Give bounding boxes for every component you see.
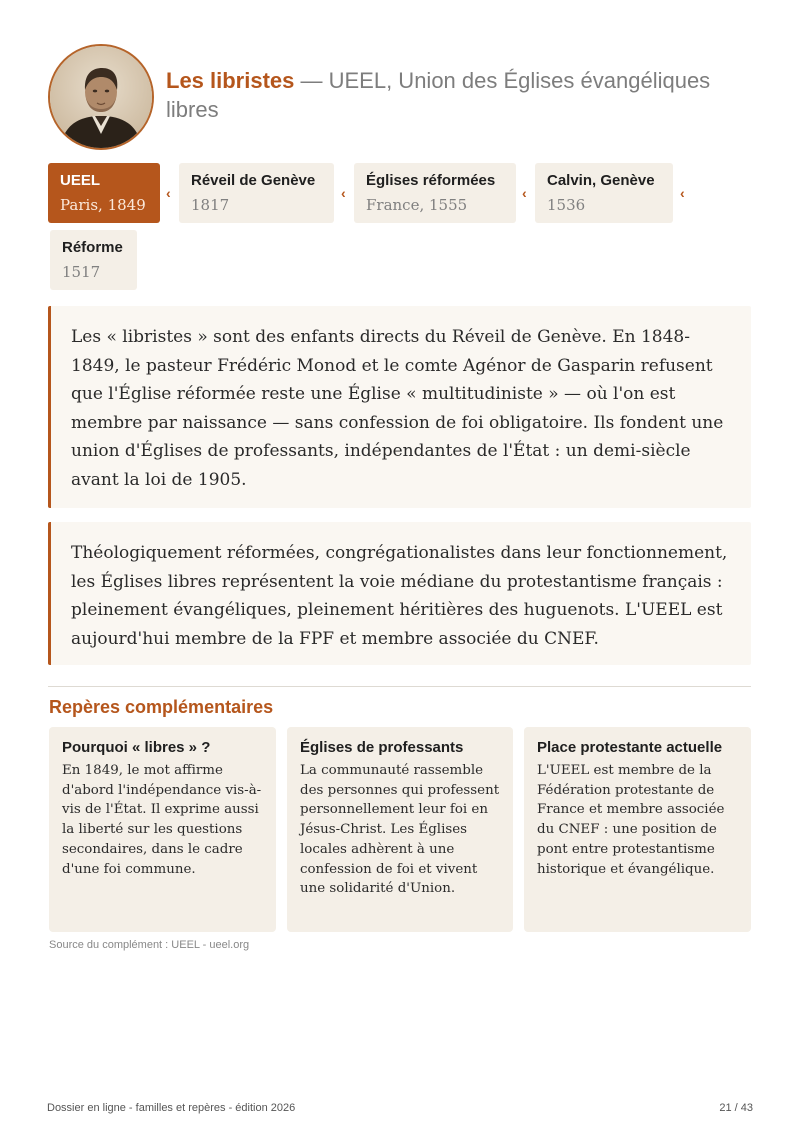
lineage-chip-ueel[interactable]	[48, 163, 160, 223]
info-card-libres	[49, 727, 276, 932]
lineage-chip-eglises-reformees[interactable]	[354, 163, 516, 223]
info-card-place	[524, 727, 751, 932]
source-note: Source du complément : UEEL - ueel.org	[49, 939, 250, 951]
card-body: La communauté rassemble des personnes qui professent personnellement leur foi en Jésus-Christ. Les Églises locales adhèrent à une confession de foi et vivent une solidarité d'Union.	[300, 763, 500, 897]
chip-subtitle: 1517	[62, 263, 101, 281]
chip-title: Calvin, Genève	[547, 172, 655, 189]
page-number: 21 / 43	[719, 1102, 753, 1114]
info-card-professants	[287, 727, 513, 932]
title-accent: Les libristes	[166, 68, 295, 93]
card-title: Place protestante actuelle	[537, 739, 723, 756]
chip-title: Réveil de Genève	[191, 172, 316, 189]
section-divider	[48, 686, 751, 687]
title-rest: — UEEL, Union des Églises évangéliques libres	[166, 68, 711, 122]
chip-subtitle: Paris, 1849	[60, 196, 146, 214]
portrait-avatar	[48, 44, 154, 150]
chip-subtitle: France, 1555	[366, 196, 468, 214]
lineage-chip-reforme[interactable]	[50, 230, 137, 290]
card-body: En 1849, le mot affirme d'abord l'indépendance vis-à-vis de l'État. Il exprime aussi la liberté sur les questions secondaires, dans le cadre d'une foi commune.	[62, 763, 262, 877]
chevron-left-icon: ‹	[341, 185, 346, 201]
chip-title: Églises réformées	[366, 172, 496, 189]
chip-subtitle: 1817	[191, 196, 230, 214]
chip-title: UEEL	[60, 172, 101, 189]
chevron-left-icon: ‹	[166, 185, 171, 201]
card-title: Pourquoi « libres » ?	[62, 739, 211, 756]
chevron-left-icon: ‹	[522, 185, 527, 201]
lineage-chip-calvin[interactable]	[535, 163, 673, 223]
section-heading: Repères complémentaires	[49, 697, 274, 717]
card-body: L'UEEL est membre de la Fédération protestante de France et membre associée du CNEF : une position de pont entre protestantisme historique et évangélique.	[537, 763, 725, 877]
theology-paragraph: Théologiquement réformées, congrégationalistes dans leur fonctionnement, les Églises libres représentent la voie médiane du protestantisme français : pleinement évangéliques, pleinement héritières des huguenots. L'UEEL est aujourd'hui membre de la FPF et membre associée du CNEF.	[48, 522, 751, 665]
footer-caption: Dossier en ligne - familles et repères - édition 2026	[47, 1102, 296, 1114]
page-title	[166, 66, 752, 124]
chevron-left-icon: ‹	[680, 185, 685, 201]
intro-paragraph: Les « libristes » sont des enfants directs du Réveil de Genève. En 1848-1849, le pasteur Frédéric Monod et le comte Agénor de Gasparin refusent que l'Église réformée reste une Église « multitudiniste » — où l'on est membre par naissance — sans confession de foi obligatoire. Ils fondent une union d'Églises de professants, indépendantes de l'État : un demi-siècle avant la loi de 1905.	[48, 306, 751, 508]
card-title: Églises de professants	[300, 739, 464, 756]
portrait-image	[50, 46, 152, 148]
chip-subtitle: 1536	[547, 196, 586, 214]
lineage-chip-reveil[interactable]	[179, 163, 334, 223]
page-header	[48, 44, 752, 150]
chip-title: Réforme	[62, 239, 123, 256]
